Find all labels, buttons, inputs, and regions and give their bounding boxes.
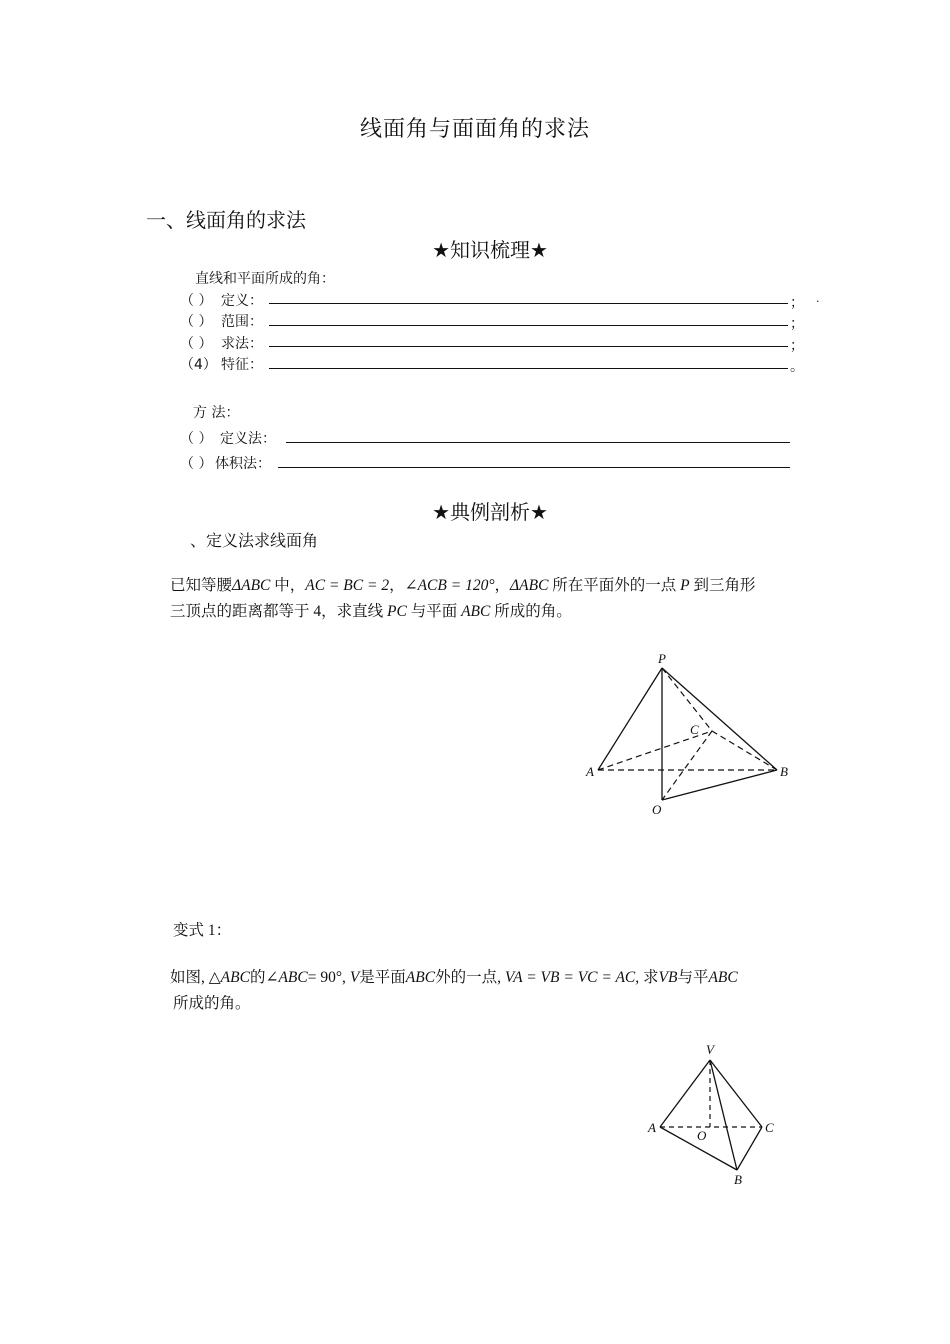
label-o: O [697,1128,707,1143]
page-title: 线面角与面面角的求法 [359,117,590,142]
edge-cb [737,1127,762,1170]
example-1-line-2: 三顶点的距离都等于 4，求直线 PC 与平面 ABC 所成的角。 [170,603,572,620]
method-num: （ ） [180,456,213,472]
item-end: ； [790,316,804,332]
edge-pa [598,668,662,770]
edge-ob [662,770,777,800]
label-p: P [658,651,666,666]
method-num: （ ） [180,431,213,447]
fill-in-line[interactable] [278,467,790,468]
variant-1-label: 变式 1： [173,922,232,939]
pyramid-figure-2 [640,1040,790,1190]
label-o: O [652,802,662,817]
item-end: ； [790,338,804,354]
examples-header: ★典例剖析★ [432,500,548,524]
method-label: 体积法： [215,456,271,472]
variant-1-line-2: 所成的角。 [173,995,251,1012]
edge-cb [712,731,777,770]
knowledge-header: ★知识梳理★ [432,238,548,262]
edge-pc [662,668,712,731]
edge-va [660,1060,710,1127]
item-num: （ ） [180,336,213,352]
fill-in-line[interactable] [269,325,788,326]
item-label: 定义： [221,293,263,309]
edge-co [662,731,712,800]
fill-in-line[interactable] [269,303,788,304]
fill-in-line[interactable] [286,442,790,443]
label-a: A [648,1120,656,1135]
methods-title: 方 法： [193,405,240,421]
label-a: A [586,764,594,779]
label-v: V [706,1042,714,1057]
label-b: B [780,764,788,779]
label-b: B [734,1172,742,1187]
subsection-heading: 、定义法求线面角 [190,531,319,550]
fill-in-line[interactable] [269,346,788,347]
item-label: 特征： [221,357,263,373]
item-label: 求法： [221,336,263,352]
pyramid-figure-1 [580,648,800,820]
label-c: C [690,722,699,737]
example-1-line-1: 已知等腰ΔABC 中，AC = BC = 2，∠ACB = 120°，ΔABC 所在平面外的一点 P 到三角形 [170,577,756,594]
stray-mark: . [816,292,820,305]
item-num: （4） [180,357,217,373]
edge-pb [662,668,777,770]
item-end: ； [790,295,804,311]
fill-in-line[interactable] [269,368,788,369]
variant-1-line-1: 如图, △ABC的∠ABC= 90°, V是平面ABC外的一点, VA = VB = VC = AC, 求VB与平ABC [170,969,738,986]
knowledge-intro: 直线和平面所成的角： [195,271,335,287]
section-heading: 一、线面角的求法 [146,208,306,232]
item-num: （ ） [180,314,213,330]
item-end: 。 [790,359,804,375]
method-label: 定义法： [220,431,276,447]
label-c: C [765,1120,774,1135]
item-label: 范围： [221,314,263,330]
item-num: （ ） [180,293,213,309]
